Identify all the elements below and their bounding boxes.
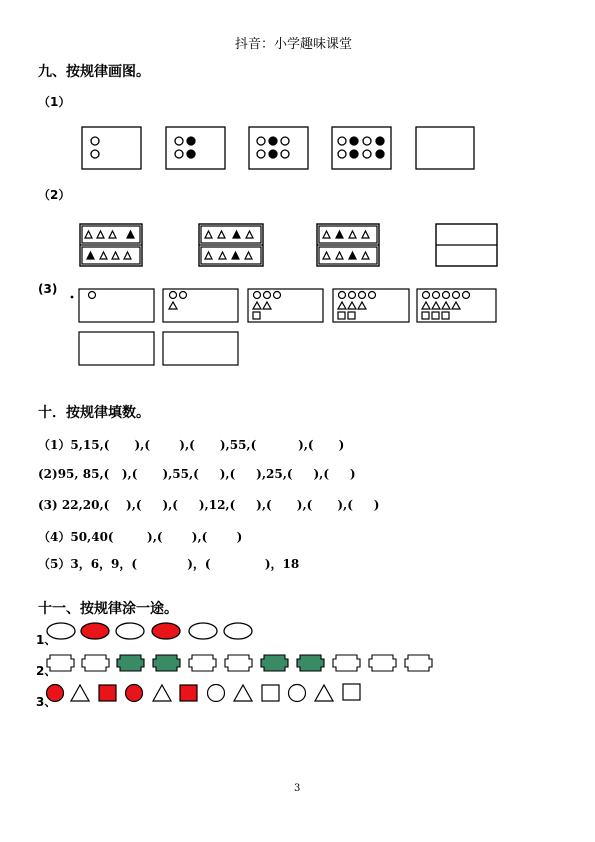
q10-line-1: （1）5,15,( ),( ),( ),55,( ),( ): [38, 438, 345, 452]
q11-row-1-ovals: [47, 623, 252, 639]
q9-3-answer-box-1: [79, 332, 154, 365]
q11-row-2-label: 2、: [36, 664, 57, 678]
q9-1-answer-box: [416, 127, 474, 169]
q11-row-1-label: 1、: [36, 633, 57, 647]
q9-1-box-1: [82, 127, 141, 169]
q11-row-3-shapes: [47, 684, 361, 702]
q9-1-box-3: [249, 127, 308, 169]
q9-3-box-2: [163, 289, 238, 322]
q10-line-5: （5）3，6，9，( )，( )，18: [38, 557, 300, 571]
section-11-title: 十一、按规律涂一途。: [38, 601, 178, 617]
q11-row-2-shapes: [47, 655, 432, 671]
page-number: 3: [294, 783, 301, 794]
q9-1-box-2: [166, 127, 225, 169]
q10-line-3: (3) 22,20,( ),( ),( ),12,( ),( ),( ),( ): [38, 498, 380, 512]
q10-line-2: (2)95, 85,( ),( ),55,( ),( ),25,( ),( ): [38, 467, 356, 481]
q9-3-pattern: [71, 289, 496, 365]
q9-3-answer-box-2: [163, 332, 238, 365]
q10-line-4: （4）50,40( ),( ),( ): [38, 530, 243, 544]
q9-2-pattern: [80, 224, 497, 266]
section-10-title: 十．按规律填数。: [38, 405, 150, 421]
q9-3-box-1: [79, 289, 154, 322]
q9-1-pattern: [82, 127, 474, 169]
q9-3-label: (3): [38, 282, 58, 296]
q11-row-3-label: 3、: [36, 695, 57, 709]
section-9-title: 九、按规律画图。: [38, 64, 150, 80]
q9-2-label: （2）: [38, 188, 71, 202]
page-header: 抖音：小学趣味课堂: [235, 37, 353, 52]
q9-1-box-4: [332, 127, 391, 169]
q9-1-label: （1）: [38, 95, 71, 109]
